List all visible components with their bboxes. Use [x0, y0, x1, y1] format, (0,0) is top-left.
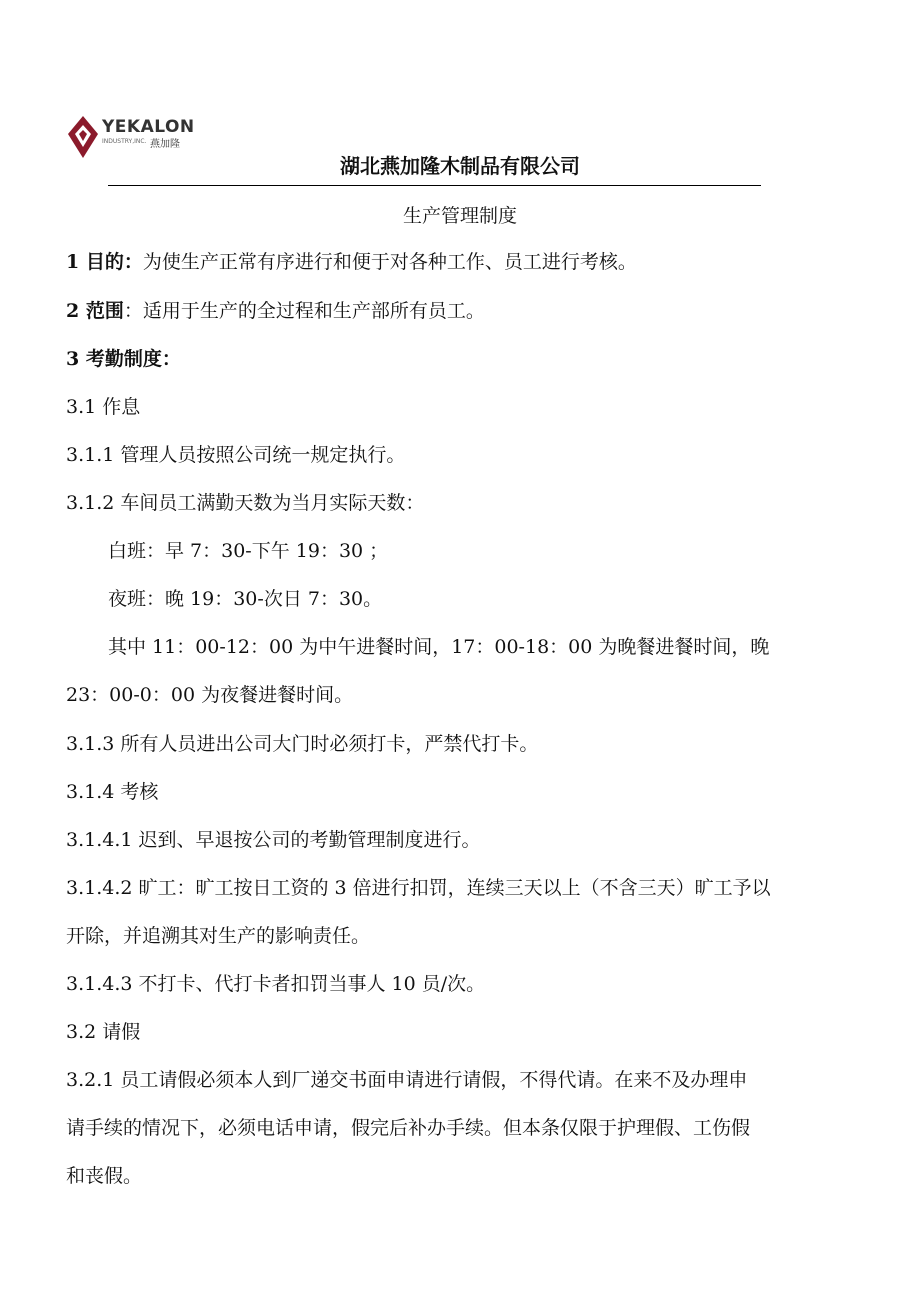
meal-times-line-1: 其中 11：00-12：00 为中午进餐时间，17：00-18：00 为晚餐进餐时间，晚 [108, 636, 770, 658]
section-2-text: ：适用于生产的全过程和生产部所有员工。 [123, 300, 485, 322]
logo-name: YEKALON [102, 117, 195, 137]
section-1-purpose [66, 249, 637, 275]
clause-3-1-4-2-line-1: 3.1.4.2 旷工：旷工按日工资的 3 倍进行扣罚，连续三天以上（不含三天）旷工予以 [66, 877, 771, 899]
clause-3-1-1: 3.1.1 管理人员按照公司统一规定执行。 [66, 444, 406, 466]
clause-3-2-1-line-1: 3.2.1 员工请假必须本人到厂递交书面申请进行请假，不得代请。在来不及办理申 [66, 1069, 748, 1091]
header-divider [108, 185, 761, 186]
section-1-label: 1 目的 [66, 251, 124, 273]
section-1-colon: ： [123, 251, 143, 273]
night-shift-line: 夜班：晚 19：30-次日 7：30。 [108, 588, 383, 610]
clause-3-2-1-line-2: 请手续的情况下，必须电话申请，假完后补办手续。但本条仅限于护理假、工伤假 [66, 1117, 751, 1139]
clause-3-1-4-3: 3.1.4.3 不打卡、代打卡者扣罚当事人 10 员/次。 [66, 973, 486, 995]
meal-times-line-2: 23：00-0：00 为夜餐进餐时间。 [66, 684, 354, 706]
section-1-text: 为使生产正常有序进行和便于对各种工作、员工进行考核。 [142, 251, 637, 273]
clause-3-2: 3.2 请假 [66, 1021, 141, 1043]
clause-3-1-3: 3.1.3 所有人员进出公司大门时必须打卡，严禁代打卡。 [66, 733, 539, 755]
document-title: 生产管理制度 [402, 205, 517, 227]
logo-chinese-name: 燕加隆 [150, 139, 180, 150]
section-3-heading [66, 346, 181, 372]
clause-3-1-4-2-line-2: 开除，并追溯其对生产的影响责任。 [66, 925, 371, 947]
section-2-label: 2 范围 [66, 300, 124, 322]
clause-3-1-4-1: 3.1.4.1 迟到、早退按公司的考勤管理制度进行。 [66, 829, 481, 851]
company-name: 湖北燕加隆木制品有限公司 [340, 154, 580, 178]
clause-3-2-1-line-3: 和丧假。 [66, 1165, 143, 1187]
clause-3-1-2: 3.1.2 车间员工满勤天数为当月实际天数： [66, 492, 425, 514]
section-3-label: 3 考勤制度： [66, 348, 181, 370]
day-shift-line: 白班：早 7：30-下午 19：30 ； [108, 540, 389, 562]
section-2-scope [66, 298, 485, 324]
clause-3-1-4: 3.1.4 考核 [66, 781, 159, 803]
logo-subtitle: INDUSTRY,INC. [102, 138, 147, 145]
clause-3-1: 3.1 作息 [66, 396, 141, 418]
